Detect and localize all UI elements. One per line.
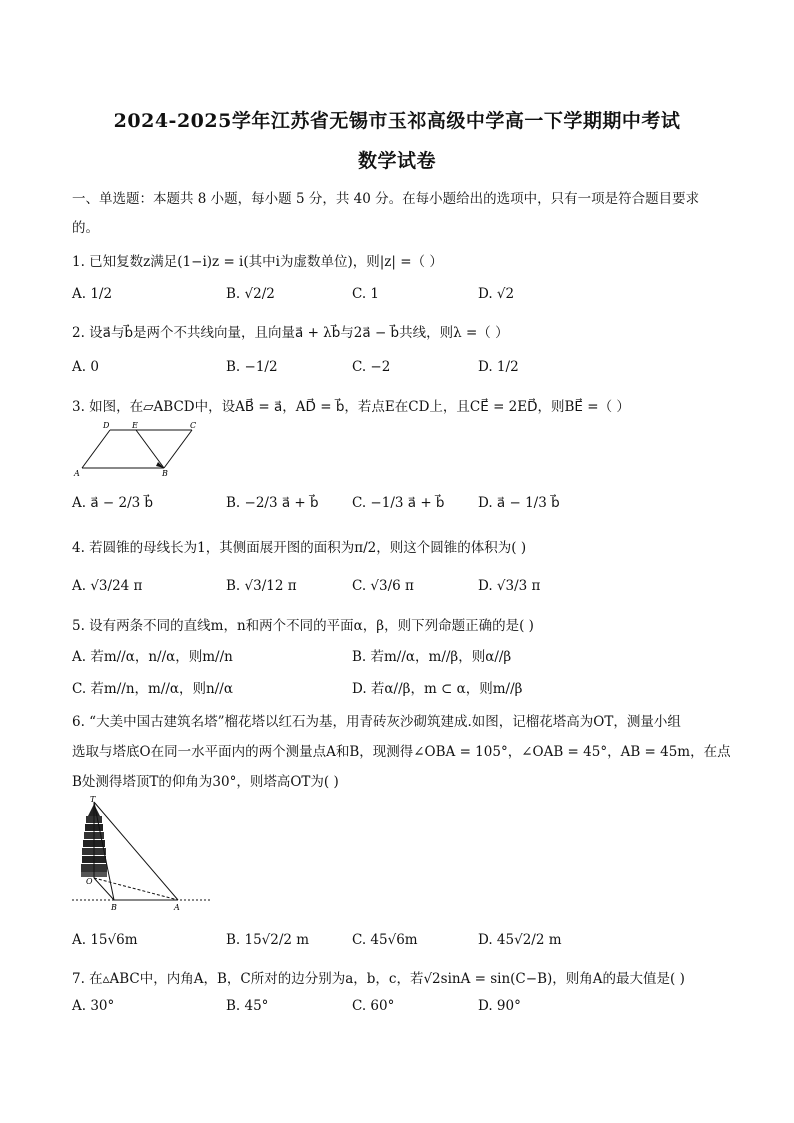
q1-option-d: D. √2	[478, 286, 515, 302]
q5-option-d: D. 若α//β，m ⊂ α，则m//β	[352, 681, 523, 697]
q3-label-b: B	[162, 469, 168, 478]
q5-stem: 5. 设有两条不同的直线m，n和两个不同的平面α，β，则下列命题正确的是( )	[72, 618, 534, 634]
q3-option-b: B. −2/3 a⃗ + b⃗	[226, 495, 319, 511]
exam-subtitle: 数学试卷	[357, 150, 436, 172]
q6-label-t: T	[90, 796, 96, 804]
q3-option-c: C. −1/3 a⃗ + b⃗	[352, 495, 445, 511]
q2-option-b: B. −1/2	[226, 359, 278, 375]
q4-option-b: B. √3/12 π	[226, 578, 297, 594]
q1-option-b: B. √2/2	[226, 286, 275, 302]
section-heading-cont: 的。	[72, 220, 99, 236]
q6-stem-line1: 6. “大美中国古建筑名塔”榴花塔以红石为基，用青砖灰沙砌筑建成.如图，记榴花塔高为OT，测量小组	[72, 714, 681, 730]
q3-stem: 3. 如图，在▱ABCD中，设AB⃗ = a⃗，AD⃗ = b⃗，若点E在CD上，且CE⃗ = 2ED⃗，则BE⃗ =（ ）	[72, 399, 630, 415]
q3-label-c: C	[190, 421, 197, 430]
q6-label-a: A	[174, 903, 180, 912]
q7-option-a: A. 30°	[72, 998, 115, 1014]
q1-option-a: A. 1/2	[72, 286, 113, 302]
q6-stem-line3: B处测得塔顶T的仰角为30°，则塔高OT为( )	[72, 774, 339, 790]
q2-option-a: A. 0	[72, 359, 99, 375]
q3-label-e: E	[132, 421, 138, 430]
q4-stem: 4. 若圆锥的母线长为1，其侧面展开图的面积为π/2，则这个圆锥的体积为( )	[72, 540, 527, 556]
q6-option-d: D. 45√2/2 m	[478, 932, 562, 948]
q6-label-b: B	[111, 903, 117, 912]
q6-option-a: A. 15√6m	[72, 932, 138, 948]
q3-label-d: D	[103, 421, 110, 430]
q6-option-b: B. 15√2/2 m	[226, 932, 310, 948]
q6-label-o: O	[86, 877, 93, 886]
q3-option-d: D. a⃗ − 1/3 b⃗	[478, 495, 560, 511]
q1-stem: 1. 已知复数z满足(1−i)z = i(其中i为虚数单位)，则|z| =（ ）	[72, 254, 443, 270]
q7-option-b: B. 45°	[226, 998, 269, 1014]
q7-option-d: D. 90°	[478, 998, 521, 1014]
q2-stem: 2. 设a⃗与b⃗是两个不共线向量，且向量a⃗ + λb⃗与2a⃗ − b⃗共线，则λ =（ ）	[72, 325, 509, 341]
q5-option-b: B. 若m//α，m//β，则α//β	[352, 649, 512, 665]
q6-option-c: C. 45√6m	[352, 932, 418, 948]
q1-option-c: C. 1	[352, 286, 380, 302]
q2-option-d: D. 1/2	[478, 359, 519, 375]
q7-stem: 7. 在▵ABC中，内角A，B，C所对的边分别为a，b，c，若√2sinA = sin(C−B)，则角A的最大值是( )	[72, 971, 685, 987]
q2-option-c: C. −2	[352, 359, 391, 375]
q7-option-c: C. 60°	[352, 998, 395, 1014]
q5-option-c: C. 若m//n，m//α，则n//α	[72, 681, 233, 697]
section-heading: 一、单选题：本题共 8 小题，每小题 5 分，共 40 分。在每小题给出的选项中，只有一项是符合题目要求	[72, 191, 700, 207]
q3-parallelogram-figure	[70, 418, 200, 478]
q3-option-a: A. a⃗ − 2/3 b⃗	[72, 495, 154, 511]
q3-label-a: A	[74, 469, 80, 478]
exam-title: 2024-2025学年江苏省无锡市玉祁高级中学高一下学期期中考试	[113, 110, 681, 132]
q6-tower-figure	[70, 796, 215, 912]
q4-option-c: C. √3/6 π	[352, 578, 414, 594]
q4-option-d: D. √3/3 π	[478, 578, 541, 594]
q6-stem-line2: 选取与塔底O在同一水平面内的两个测量点A和B，现测得∠OBA = 105°，∠OAB = 45°，AB = 45m，在点	[72, 744, 731, 760]
q4-option-a: A. √3/24 π	[72, 578, 143, 594]
q5-option-a: A. 若m//α，n//α，则m//n	[72, 649, 233, 665]
